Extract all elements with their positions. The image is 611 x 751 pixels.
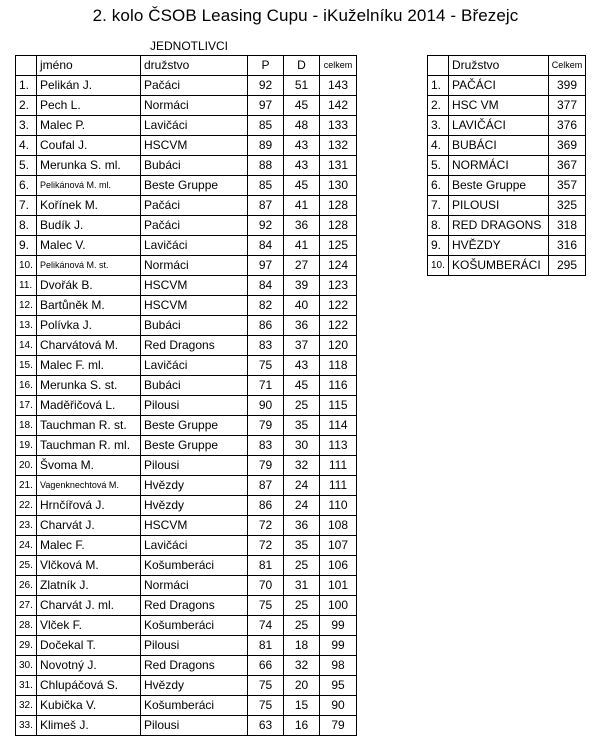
table-row <box>428 136 586 156</box>
table-row <box>16 396 357 416</box>
cell-d: 41 <box>284 196 320 216</box>
cell-rank: 8. <box>428 216 449 236</box>
cell-d: 25 <box>284 596 320 616</box>
cell-p: 83 <box>248 336 284 356</box>
cell-d: 36 <box>284 316 320 336</box>
cell-d: 45 <box>284 176 320 196</box>
table-row <box>16 316 357 336</box>
cell-name: Vlček F. <box>37 616 141 636</box>
table-row <box>428 196 586 216</box>
cell-p: 75 <box>248 596 284 616</box>
cell-team: KOŠUMBERÁCI <box>449 256 549 276</box>
cell-p: 97 <box>248 256 284 276</box>
cell-name: Malec F. ml. <box>37 356 141 376</box>
cell-d: 35 <box>284 536 320 556</box>
table-row <box>16 656 357 676</box>
cell-p: 71 <box>248 376 284 396</box>
cell-name: Coufal J. <box>37 136 141 156</box>
cell-total: 95 <box>320 676 357 696</box>
header-total: Celkem <box>549 56 586 76</box>
table-row <box>16 76 357 96</box>
cell-rank: 3. <box>428 116 449 136</box>
header-team: družstvo <box>141 56 248 76</box>
cell-team: Pačáci <box>141 76 248 96</box>
cell-rank: 20. <box>16 456 37 476</box>
cell-d: 25 <box>284 556 320 576</box>
individuals-header-row <box>16 56 357 76</box>
cell-team: Hvězdy <box>141 496 248 516</box>
cell-name: Švoma M. <box>37 456 141 476</box>
cell-total: 118 <box>320 356 357 376</box>
cell-rank: 6. <box>428 176 449 196</box>
cell-team: Beste Gruppe <box>449 176 549 196</box>
cell-p: 87 <box>248 196 284 216</box>
cell-p: 75 <box>248 356 284 376</box>
cell-d: 37 <box>284 336 320 356</box>
cell-total: 122 <box>320 316 357 336</box>
cell-d: 32 <box>284 656 320 676</box>
cell-name: Dočekal T. <box>37 636 141 656</box>
cell-d: 16 <box>284 716 320 736</box>
cell-total: 98 <box>320 656 357 676</box>
cell-rank: 19. <box>16 436 37 456</box>
cell-team: Bubáci <box>141 376 248 396</box>
cell-name: Malec P. <box>37 116 141 136</box>
cell-p: 92 <box>248 76 284 96</box>
cell-d: 40 <box>284 296 320 316</box>
cell-total: 357 <box>549 176 586 196</box>
cell-rank: 15. <box>16 356 37 376</box>
cell-team: Normáci <box>141 576 248 596</box>
table-row <box>16 616 357 636</box>
header-total: celkem <box>320 56 357 76</box>
cell-total: 128 <box>320 216 357 236</box>
cell-d: 30 <box>284 436 320 456</box>
cell-rank: 26. <box>16 576 37 596</box>
cell-rank: 4. <box>428 136 449 156</box>
cell-d: 48 <box>284 116 320 136</box>
cell-d: 35 <box>284 416 320 436</box>
table-row <box>16 476 357 496</box>
cell-p: 75 <box>248 696 284 716</box>
table-row <box>16 136 357 156</box>
cell-total: 90 <box>320 696 357 716</box>
cell-team: Beste Gruppe <box>141 176 248 196</box>
cell-total: 116 <box>320 376 357 396</box>
cell-p: 87 <box>248 476 284 496</box>
cell-rank: 12. <box>16 296 37 316</box>
cell-rank: 1. <box>16 76 37 96</box>
cell-p: 84 <box>248 276 284 296</box>
cell-rank: 7. <box>428 196 449 216</box>
cell-total: 124 <box>320 256 357 276</box>
cell-d: 25 <box>284 396 320 416</box>
cell-rank: 9. <box>428 236 449 256</box>
cell-p: 79 <box>248 416 284 436</box>
cell-total: 399 <box>549 76 586 96</box>
cell-team: Pilousi <box>141 636 248 656</box>
cell-team: Pilousi <box>141 456 248 476</box>
cell-total: 120 <box>320 336 357 356</box>
cell-team: HSCVM <box>141 276 248 296</box>
cell-name: Pech L. <box>37 96 141 116</box>
cell-p: 86 <box>248 496 284 516</box>
cell-name: Klimeš J. <box>37 716 141 736</box>
cell-total: 377 <box>549 96 586 116</box>
cell-rank: 10. <box>428 256 449 276</box>
cell-total: 123 <box>320 276 357 296</box>
cell-d: 32 <box>284 456 320 476</box>
cell-name: Charvátová M. <box>37 336 141 356</box>
cell-p: 92 <box>248 216 284 236</box>
table-row <box>428 116 586 136</box>
header-p: P <box>248 56 284 76</box>
cell-rank: 11. <box>16 276 37 296</box>
cell-name: Novotný J. <box>37 656 141 676</box>
cell-p: 74 <box>248 616 284 636</box>
cell-p: 97 <box>248 96 284 116</box>
cell-name: Pelikán J. <box>37 76 141 96</box>
cell-team: HSCVM <box>141 516 248 536</box>
cell-total: 369 <box>549 136 586 156</box>
cell-team: Košumberáci <box>141 556 248 576</box>
cell-team: HSCVM <box>141 296 248 316</box>
cell-p: 81 <box>248 636 284 656</box>
individuals-table <box>15 55 357 736</box>
cell-rank: 2. <box>16 96 37 116</box>
header-name: jméno <box>37 56 141 76</box>
table-row <box>16 696 357 716</box>
cell-team: Bubáci <box>141 156 248 176</box>
cell-name: Maděřičová L. <box>37 396 141 416</box>
cell-total: 111 <box>320 456 357 476</box>
table-row <box>428 176 586 196</box>
cell-total: 110 <box>320 496 357 516</box>
cell-total: 101 <box>320 576 357 596</box>
header-team: Družstvo <box>449 56 549 76</box>
cell-name: Bartůněk M. <box>37 296 141 316</box>
header-rank <box>16 56 37 76</box>
cell-total: 132 <box>320 136 357 156</box>
cell-total: 295 <box>549 256 586 276</box>
cell-rank: 33. <box>16 716 37 736</box>
cell-team: LAVIČÁCI <box>449 116 549 136</box>
cell-p: 89 <box>248 136 284 156</box>
cell-rank: 16. <box>16 376 37 396</box>
cell-team: HVĚZDY <box>449 236 549 256</box>
table-row <box>16 156 357 176</box>
cell-d: 18 <box>284 636 320 656</box>
cell-team: Lavičáci <box>141 236 248 256</box>
cell-team: Košumberáci <box>141 616 248 636</box>
cell-d: 27 <box>284 256 320 276</box>
table-row <box>16 236 357 256</box>
cell-rank: 4. <box>16 136 37 156</box>
cell-rank: 24. <box>16 536 37 556</box>
table-row <box>16 356 357 376</box>
table-row <box>16 296 357 316</box>
cell-d: 43 <box>284 356 320 376</box>
cell-team: NORMÁCI <box>449 156 549 176</box>
cell-p: 72 <box>248 516 284 536</box>
cell-team: Pačáci <box>141 216 248 236</box>
table-row <box>428 96 586 116</box>
cell-name: Pelikánová M. ml. <box>37 176 141 196</box>
cell-total: 115 <box>320 396 357 416</box>
cell-p: 75 <box>248 676 284 696</box>
cell-p: 72 <box>248 536 284 556</box>
cell-name: Charvát J. <box>37 516 141 536</box>
table-row <box>16 496 357 516</box>
cell-team: Lavičáci <box>141 536 248 556</box>
table-row <box>16 276 357 296</box>
cell-d: 45 <box>284 376 320 396</box>
cell-total: 133 <box>320 116 357 136</box>
cell-rank: 30. <box>16 656 37 676</box>
cell-rank: 7. <box>16 196 37 216</box>
table-row <box>16 436 357 456</box>
cell-rank: 1. <box>428 76 449 96</box>
header-rank <box>428 56 449 76</box>
cell-team: Red Dragons <box>141 656 248 676</box>
cell-rank: 27. <box>16 596 37 616</box>
cell-team: BUBÁCI <box>449 136 549 156</box>
cell-rank: 9. <box>16 236 37 256</box>
table-row <box>16 716 357 736</box>
table-row <box>16 256 357 276</box>
cell-p: 79 <box>248 456 284 476</box>
cell-p: 70 <box>248 576 284 596</box>
table-row <box>16 176 357 196</box>
cell-d: 51 <box>284 76 320 96</box>
cell-team: PILOUSI <box>449 196 549 216</box>
cell-total: 318 <box>549 216 586 236</box>
cell-p: 82 <box>248 296 284 316</box>
cell-team: Normáci <box>141 96 248 116</box>
table-row <box>16 116 357 136</box>
table-row <box>16 556 357 576</box>
table-row <box>16 216 357 236</box>
cell-team: Hvězdy <box>141 476 248 496</box>
cell-p: 85 <box>248 116 284 136</box>
table-row <box>428 156 586 176</box>
cell-team: Pačáci <box>141 196 248 216</box>
cell-name: Hrnčířová J. <box>37 496 141 516</box>
cell-rank: 32. <box>16 696 37 716</box>
cell-name: Chlupáčová S. <box>37 676 141 696</box>
cell-rank: 18. <box>16 416 37 436</box>
cell-total: 107 <box>320 536 357 556</box>
cell-team: Beste Gruppe <box>141 416 248 436</box>
page-title: 2. kolo ČSOB Leasing Cupu - iKuželníku 2014 - Březejc <box>92 6 519 25</box>
cell-d: 36 <box>284 516 320 536</box>
table-row <box>428 236 586 256</box>
cell-rank: 10. <box>16 256 37 276</box>
cell-d: 45 <box>284 96 320 116</box>
cell-name: Zlatník J. <box>37 576 141 596</box>
cell-rank: 31. <box>16 676 37 696</box>
cell-p: 88 <box>248 156 284 176</box>
cell-d: 31 <box>284 576 320 596</box>
table-row <box>16 576 357 596</box>
cell-total: 122 <box>320 296 357 316</box>
cell-d: 24 <box>284 476 320 496</box>
cell-name: Charvát J. ml. <box>37 596 141 616</box>
cell-name: Dvořák B. <box>37 276 141 296</box>
teams-header-row <box>428 56 586 76</box>
table-row <box>16 636 357 656</box>
cell-total: 100 <box>320 596 357 616</box>
cell-total: 113 <box>320 436 357 456</box>
cell-rank: 14. <box>16 336 37 356</box>
cell-d: 15 <box>284 696 320 716</box>
cell-rank: 23. <box>16 516 37 536</box>
cell-total: 143 <box>320 76 357 96</box>
table-row <box>16 196 357 216</box>
cell-d: 36 <box>284 216 320 236</box>
cell-name: Malec F. <box>37 536 141 556</box>
cell-p: 81 <box>248 556 284 576</box>
cell-team: HSCVM <box>141 136 248 156</box>
cell-rank: 5. <box>428 156 449 176</box>
cell-rank: 5. <box>16 156 37 176</box>
cell-team: Red Dragons <box>141 336 248 356</box>
cell-team: Normáci <box>141 256 248 276</box>
cell-p: 90 <box>248 396 284 416</box>
cell-total: 142 <box>320 96 357 116</box>
cell-d: 39 <box>284 276 320 296</box>
table-row <box>16 596 357 616</box>
cell-p: 66 <box>248 656 284 676</box>
cell-team: Lavičáci <box>141 356 248 376</box>
cell-rank: 28. <box>16 616 37 636</box>
teams-table <box>427 55 586 276</box>
cell-d: 25 <box>284 616 320 636</box>
table-row <box>16 456 357 476</box>
cell-p: 85 <box>248 176 284 196</box>
cell-total: 131 <box>320 156 357 176</box>
cell-total: 325 <box>549 196 586 216</box>
cell-d: 41 <box>284 236 320 256</box>
cell-d: 24 <box>284 496 320 516</box>
table-row <box>16 536 357 556</box>
cell-total: 376 <box>549 116 586 136</box>
cell-d: 43 <box>284 156 320 176</box>
cell-total: 316 <box>549 236 586 256</box>
cell-name: Merunka S. ml. <box>37 156 141 176</box>
cell-total: 99 <box>320 636 357 656</box>
cell-total: 114 <box>320 416 357 436</box>
cell-team: Košumberáci <box>141 696 248 716</box>
cell-total: 79 <box>320 716 357 736</box>
cell-team: HSC VM <box>449 96 549 116</box>
cell-rank: 8. <box>16 216 37 236</box>
cell-team: Beste Gruppe <box>141 436 248 456</box>
cell-total: 128 <box>320 196 357 216</box>
cell-name: Vlčková M. <box>37 556 141 576</box>
section-subtitle: JEDNOTLIVCI <box>150 39 229 53</box>
cell-team: Red Dragons <box>141 596 248 616</box>
cell-total: 125 <box>320 236 357 256</box>
cell-total: 367 <box>549 156 586 176</box>
cell-total: 111 <box>320 476 357 496</box>
cell-name: Kořínek M. <box>37 196 141 216</box>
cell-total: 130 <box>320 176 357 196</box>
table-row <box>16 96 357 116</box>
table-row <box>16 416 357 436</box>
cell-name: Polívka J. <box>37 316 141 336</box>
cell-p: 83 <box>248 436 284 456</box>
cell-p: 63 <box>248 716 284 736</box>
cell-rank: 13. <box>16 316 37 336</box>
cell-rank: 25. <box>16 556 37 576</box>
table-row <box>16 676 357 696</box>
table-row <box>16 376 357 396</box>
cell-p: 86 <box>248 316 284 336</box>
cell-name: Tauchman R. ml. <box>37 436 141 456</box>
table-row <box>16 336 357 356</box>
cell-rank: 3. <box>16 116 37 136</box>
cell-rank: 17. <box>16 396 37 416</box>
cell-team: RED DRAGONS <box>449 216 549 236</box>
table-row <box>428 216 586 236</box>
cell-total: 108 <box>320 516 357 536</box>
cell-rank: 21. <box>16 476 37 496</box>
table-row <box>16 516 357 536</box>
cell-rank: 22. <box>16 496 37 516</box>
cell-name: Vagenknechtová M. <box>37 476 141 496</box>
cell-rank: 6. <box>16 176 37 196</box>
cell-team: Pilousi <box>141 716 248 736</box>
cell-name: Pelikánová M. st. <box>37 256 141 276</box>
cell-team: Hvězdy <box>141 676 248 696</box>
cell-rank: 2. <box>428 96 449 116</box>
cell-rank: 29. <box>16 636 37 656</box>
table-row <box>428 76 586 96</box>
cell-name: Kubička V. <box>37 696 141 716</box>
header-d: D <box>284 56 320 76</box>
cell-team: Bubáci <box>141 316 248 336</box>
cell-p: 84 <box>248 236 284 256</box>
cell-total: 106 <box>320 556 357 576</box>
cell-name: Tauchman R. st. <box>37 416 141 436</box>
cell-team: Pilousi <box>141 396 248 416</box>
cell-name: Merunka S. st. <box>37 376 141 396</box>
cell-total: 99 <box>320 616 357 636</box>
cell-name: Budík J. <box>37 216 141 236</box>
cell-team: Lavičáci <box>141 116 248 136</box>
cell-d: 43 <box>284 136 320 156</box>
table-row <box>428 256 586 276</box>
cell-name: Malec V. <box>37 236 141 256</box>
cell-team: PAČÁCI <box>449 76 549 96</box>
cell-d: 20 <box>284 676 320 696</box>
